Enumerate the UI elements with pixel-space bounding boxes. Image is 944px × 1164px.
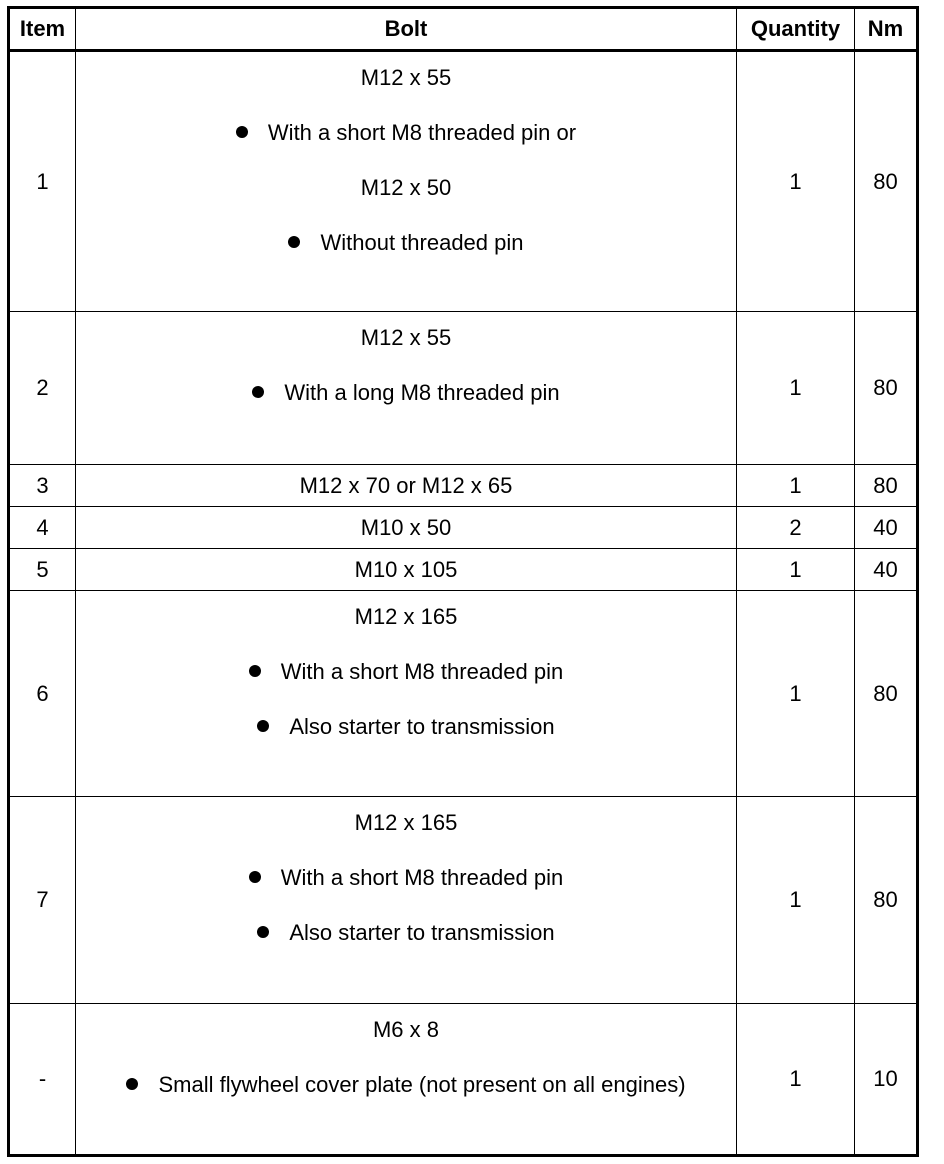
bolt-line-text: M12 x 165 (354, 604, 458, 629)
bullet-icon (288, 236, 300, 248)
header-item: Item (9, 8, 76, 51)
table-row (9, 591, 918, 797)
bolt-lines (76, 1004, 736, 1098)
bolt-line-text: With a short M8 threaded pin (280, 659, 564, 684)
table-row (9, 51, 918, 312)
bullet-icon (249, 665, 261, 677)
bolt-size-line (76, 515, 736, 541)
torque-nm-cell: 80 (855, 591, 918, 797)
bolt-line-text: With a long M8 threaded pin (284, 380, 560, 405)
bolt-lines (76, 557, 736, 583)
bolt-size-line (76, 1017, 736, 1043)
bolt-lines (76, 52, 736, 256)
quantity-cell: 1 (737, 549, 855, 591)
bolt-cell (76, 312, 737, 465)
bolt-note-line (76, 920, 736, 946)
bolt-line-text: With a short M8 threaded pin or (267, 120, 577, 145)
bolt-lines (76, 797, 736, 946)
bolt-size-line (76, 810, 736, 836)
bullet-icon (236, 126, 248, 138)
bolt-lines (76, 591, 736, 740)
item-cell: - (9, 1004, 76, 1156)
bolt-cell (76, 1004, 737, 1156)
table-row (9, 1004, 918, 1156)
torque-nm-cell: 80 (855, 312, 918, 465)
bolt-line-text: Also starter to transmission (289, 920, 555, 945)
bolt-line-text: M12 x 50 (360, 175, 452, 200)
item-cell: 3 (9, 465, 76, 507)
bullet-icon (257, 720, 269, 732)
bolt-cell (76, 507, 737, 549)
bolt-line-text: M12 x 55 (360, 325, 452, 350)
bolt-cell (76, 465, 737, 507)
quantity-cell: 1 (737, 1004, 855, 1156)
bolt-note-line (76, 230, 736, 256)
bolt-line-text: M12 x 165 (354, 810, 458, 835)
quantity-cell: 1 (737, 51, 855, 312)
bolt-line-text: M10 x 105 (354, 556, 458, 582)
bolt-size-line (76, 175, 736, 201)
bolt-note-line (76, 865, 736, 891)
bolt-line-text: With a short M8 threaded pin (280, 865, 564, 890)
torque-nm-cell: 80 (855, 797, 918, 1004)
bullet-icon (126, 1078, 138, 1090)
item-cell: 5 (9, 549, 76, 591)
quantity-cell: 1 (737, 465, 855, 507)
item-cell: 4 (9, 507, 76, 549)
torque-nm-cell: 40 (855, 549, 918, 591)
torque-nm-cell: 80 (855, 51, 918, 312)
bolt-cell (76, 591, 737, 797)
quantity-cell: 2 (737, 507, 855, 549)
bolt-size-line (76, 557, 736, 583)
bolt-line-text: M10 x 50 (360, 514, 452, 540)
bolt-line-text: Without threaded pin (320, 230, 524, 255)
table-row (9, 312, 918, 465)
bolt-cell (76, 797, 737, 1004)
bolt-line-text: Small flywheel cover plate (not present on all engines) (158, 1072, 686, 1097)
bolt-lines (76, 312, 736, 406)
item-cell: 7 (9, 797, 76, 1004)
bolt-size-line (76, 604, 736, 630)
header-bolt: Bolt (76, 8, 737, 51)
bolt-lines (76, 473, 736, 499)
torque-nm-cell: 10 (855, 1004, 918, 1156)
table-row (9, 797, 918, 1004)
bolt-note-line (76, 120, 736, 146)
item-cell: 2 (9, 312, 76, 465)
table-row (9, 507, 918, 549)
header-nm: Nm (855, 8, 918, 51)
bolt-size-line (76, 65, 736, 91)
table-row (9, 549, 918, 591)
bolt-cell (76, 549, 737, 591)
quantity-cell: 1 (737, 312, 855, 465)
quantity-cell: 1 (737, 591, 855, 797)
bolt-line-text: Also starter to transmission (289, 714, 555, 739)
bolt-line-text: M12 x 70 or M12 x 65 (299, 472, 513, 498)
bolt-torque-table (7, 6, 919, 1157)
bolt-note-line (76, 1072, 736, 1098)
bolt-note-line (76, 659, 736, 685)
torque-nm-cell: 40 (855, 507, 918, 549)
bullet-icon (257, 926, 269, 938)
table-body (9, 51, 918, 1156)
bullet-icon (252, 386, 264, 398)
quantity-cell: 1 (737, 797, 855, 1004)
bolt-size-line (76, 473, 736, 499)
header-row (9, 8, 918, 51)
bolt-line-text: M6 x 8 (372, 1017, 440, 1042)
item-cell: 6 (9, 591, 76, 797)
torque-nm-cell: 80 (855, 465, 918, 507)
bolt-note-line (76, 714, 736, 740)
item-cell: 1 (9, 51, 76, 312)
bolt-size-line (76, 325, 736, 351)
bolt-line-text: M12 x 55 (360, 65, 452, 90)
bolt-cell (76, 51, 737, 312)
bolt-lines (76, 515, 736, 541)
table-row (9, 465, 918, 507)
bullet-icon (249, 871, 261, 883)
header-quantity: Quantity (737, 8, 855, 51)
bolt-note-line (76, 380, 736, 406)
